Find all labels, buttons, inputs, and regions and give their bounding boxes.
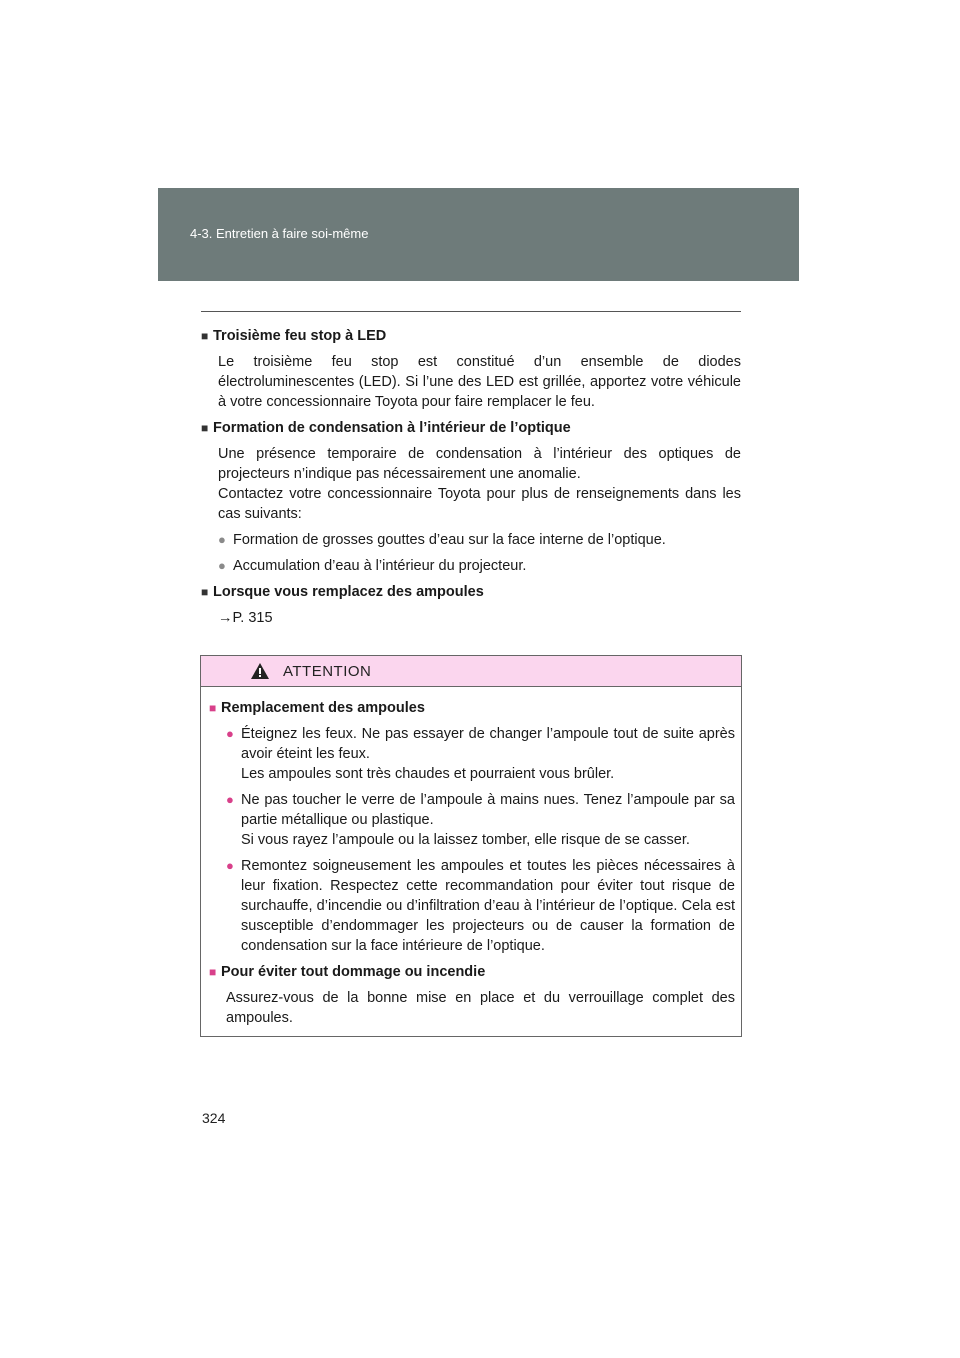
square-bullet-icon: ■: [209, 701, 217, 715]
heading-condensation: [201, 418, 741, 438]
list-item: [201, 530, 741, 550]
list-item-text: Si vous rayez l’ampoule ou la laissez tomber, elle risque de se casser.: [241, 832, 690, 848]
heading-bulbs: [201, 582, 741, 602]
square-bullet-icon: ■: [201, 421, 209, 435]
heading-text: Pour éviter tout dommage ou incendie: [221, 964, 486, 980]
circle-bullet-icon: ●: [226, 858, 234, 873]
circle-bullet-icon: ●: [218, 558, 226, 573]
heading-text: Troisième feu stop à LED: [213, 328, 387, 344]
heading-text: Formation de condensation à l’intérieur de l’optique: [213, 420, 571, 436]
attention-body: [209, 698, 735, 1034]
list-item: [209, 790, 735, 850]
square-bullet-icon: ■: [201, 585, 209, 599]
paragraph-condensation-1: Une présence temporaire de condensation à l’intérieur des optiques de projecteurs n’indique pas nécessairement une anomalie.: [218, 446, 741, 482]
list-item-text: Formation de grosses gouttes d’eau sur la face interne de l’optique.: [233, 532, 666, 548]
attention-header: [201, 656, 741, 687]
list-item-text: Accumulation d’eau à l’intérieur du projecteur.: [233, 558, 527, 574]
page-number: 324: [202, 1110, 226, 1126]
heading-led: [201, 326, 741, 346]
paragraph-damage: Assurez-vous de la bonne mise en place et du verrouillage complet des ampoules.: [226, 990, 735, 1026]
list-item-text: Les ampoules sont très chaudes et pourraient vous brûler.: [241, 766, 615, 782]
square-bullet-icon: ■: [201, 329, 209, 343]
list-item: [201, 556, 741, 576]
page-reference-link[interactable]: →P. 315: [218, 610, 273, 626]
heading-replacement: [209, 698, 735, 718]
square-bullet-icon: ■: [209, 965, 217, 979]
warning-triangle-icon: [251, 663, 269, 679]
circle-bullet-icon: ●: [226, 792, 234, 807]
heading-text: Lorsque vous remplacez des ampoules: [213, 584, 484, 600]
list-item: [209, 724, 735, 784]
list-item: [209, 856, 735, 956]
main-content: [201, 326, 741, 634]
circle-bullet-icon: ●: [218, 532, 226, 547]
section-title: 4-3. Entretien à faire soi-même: [190, 226, 369, 241]
list-item-text: Éteignez les feux. Ne pas essayer de changer l’ampoule tout de suite après avoir éteint les feux.: [241, 726, 735, 762]
list-item-text: Ne pas toucher le verre de l’ampoule à mains nues. Tenez l’ampoule par sa partie métallique ou plastique.: [241, 792, 735, 828]
attention-box: [200, 655, 742, 1037]
section-header-band: [158, 188, 799, 281]
divider: [201, 311, 741, 312]
circle-bullet-icon: ●: [226, 726, 234, 741]
heading-text: Remplacement des ampoules: [221, 700, 425, 716]
list-item-text: Remontez soigneusement les ampoules et toutes les pièces nécessaires à leur fixation. Respectez cette recommandation pour éviter tout risque de surchauffe, d’incendie ou d’infiltration d’eau à l’intérieur de l’optique. Cela est susceptible d’endommager les projecteurs ou de causer la formation de condensation sur la face intérieure de l’optique.: [241, 858, 735, 954]
attention-title: ATTENTION: [283, 663, 372, 680]
paragraph-led: Le troisième feu stop est constitué d’un ensemble de diodes électroluminescentes (LED). Si l’une des LED est grillée, apportez votre véhicule à votre concessionnaire Toyota pour faire remplacer le feu.: [218, 354, 741, 410]
paragraph-condensation-2: Contactez votre concessionnaire Toyota pour plus de renseignements dans les cas suivants:: [218, 486, 741, 522]
heading-damage: [209, 962, 735, 982]
